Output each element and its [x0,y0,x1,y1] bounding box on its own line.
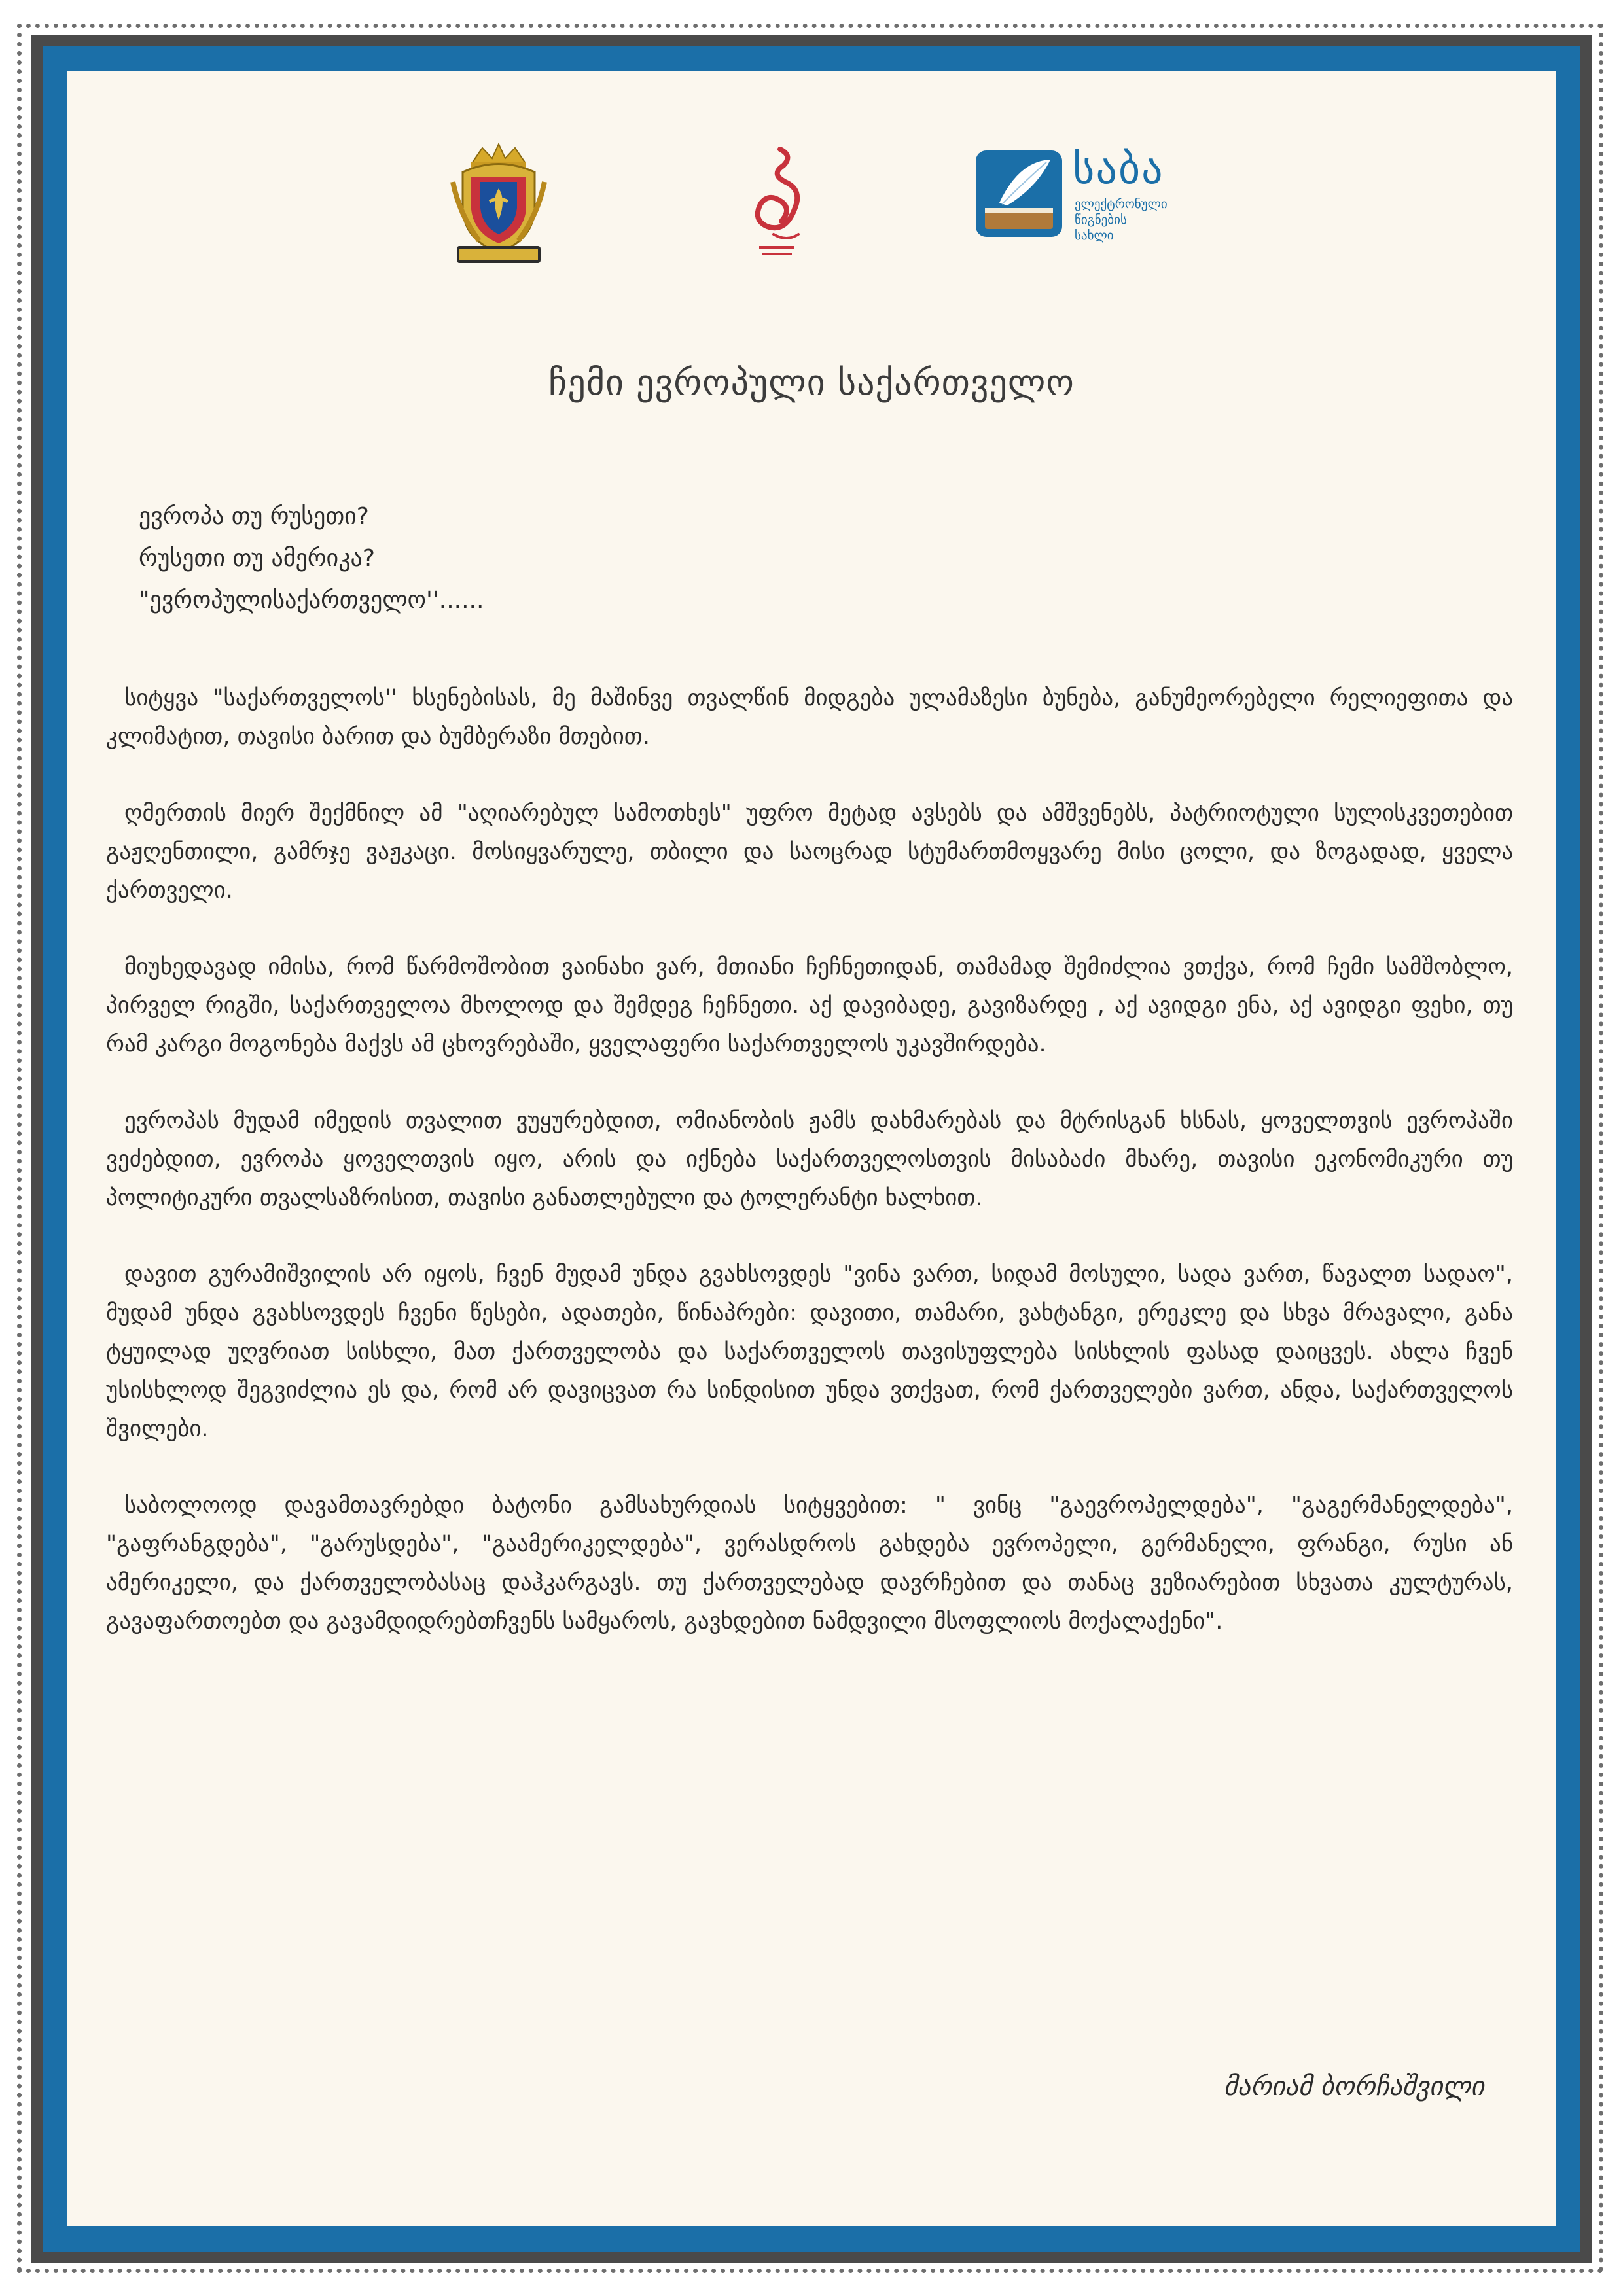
saba-subtitle-line: წიგნების [1075,213,1127,227]
coat-of-arms-icon [433,136,564,267]
saba-logo [973,145,1235,259]
paragraph: სიტყვა "საქართველოს'' ხსენებისას, მე მაშინვე თვალწინ მიდგება ულამაზესი ბუნება, განუმეორებელი რელიეფითა და კლიმატით, თავისი ბარით და ბუმბერაზი მთებით. [106,685,1513,750]
saba-subtitle-line: სახლი [1075,228,1114,243]
intro-line: ევროპა თუ რუსეთი? [139,503,369,530]
paragraph: საბოლოოდ დავამთავრებდი ბატონი გამსახურდიას სიტყვებით: " ვინც "გაევროპელდება", "გაგერმანელდება", "გაფრანგდება", "გარუსდება", "გაამერიკელდება", ვერასდროს გახდება ევროპელი, გერმანელი, ფრანგი, რუსი ან ამერიკელი, და ქართველობასაც დაჰკარგავს. თუ ქართველებად დავრჩებით და თანაც ვეზიარებით სხვათა კულტურას, გავაფართოებთ და გავამდიდრებთჩვენს სამყაროს, გავხდებით ნამდვილი მსოფლიოს მოქალაქენი". [106,1492,1513,1634]
georgian-letter-icon [721,136,832,267]
saba-logo-name: საბა [1073,145,1164,194]
saba-logo-subtitle [1075,196,1232,243]
paragraph: ევროპას მუდამ იმედის თვალით ვუყურებდით, ომიანობის ჟამს დახმარებას და მტრისგან ხსნას, ყოველთვის ევროპაში ვეძებდით, ევროპა ყოველთვის იყო, არის და იქნება საქართველოსთვის მისაბაძი მხარე, თავისი ეკონომიკური თუ პოლიტიკური თვალსაზრისით, თავისი განათლებული და ტოლერანტი ხალხით. [106,1108,1513,1211]
intro-line: რუსეთი თუ ამერიკა? [139,545,375,572]
body-text [106,679,1513,1679]
paragraph: დავით გურამიშვილის არ იყოს, ჩვენ მუდამ უნდა გვახსოვდეს "ვინა ვართ, სიდამ მოსული, სადა ვართ, წავალთ სადაო", მუდამ უნდა გვახსოვდეს ჩვენი წესები, ადათები, წინაპრები: დავითი, თამარი, ვახტანგი, ერეკლე და სხვა მრავალი, განა ტყუილად უღვრიათ სისხლი, მათ ქართველობა და საქართველოს თავისუფლება სისხლის ფასად დაიცვეს. ახლა ჩვენ უსისხლოდ შეგვიძლია ეს და, რომ არ დავიცვათ რა სინდისით უნდა ვთქვათ, რომ ქართველები ვართ, ანდა, საქართველოს შვილები. [106,1262,1513,1442]
paragraph: მიუხედავად იმისა, რომ წარმოშობით ვაინახი ვარ, მთიანი ჩეჩნეთიდან, თამამად შემიძლია ვთქვა, რომ ჩემი სამშობლო, პირველ რიგში, საქართველოა მხოლოდ და შემდეგ ჩეჩნეთი. აქ დავიბადე, გავიზარდე , აქ ავიდგი ენა, აქ ავიდგი ფეხი, თუ რამ კარგი მოგონება მაქვს ამ ცხოვრებაში, ყველაფერი საქართველოს უკავშირდება. [106,954,1513,1057]
saba-subtitle-line: ელექტრონული [1075,197,1168,211]
script-letter-logo [721,136,832,267]
coat-of-arms-logo [433,136,564,267]
book-feather-icon [973,148,1065,239]
document-page [67,71,1556,2226]
intro-line: "ევროპულისაქართველო''...... [139,587,484,614]
paragraph: ღმერთის მიერ შექმნილ ამ "აღიარებულ სამოთხეს" უფრო მეტად ავსებს და ამშვენებს, პატრიოტული სულისკვეთებით გაჟღენთილი, გამრჯე ვაჟკაცი. მოსიყვარულე, თბილი და საოცრად სტუმართმოყვარე მისი ცოლი, და ზოგადად, ყველა ქართველი. [106,800,1513,904]
page-title: ჩემი ევროპული საქართველო [548,362,1075,403]
author-signature: მარიამ ბორჩაშვილი [1223,2072,1484,2102]
intro-lines [139,496,1120,622]
